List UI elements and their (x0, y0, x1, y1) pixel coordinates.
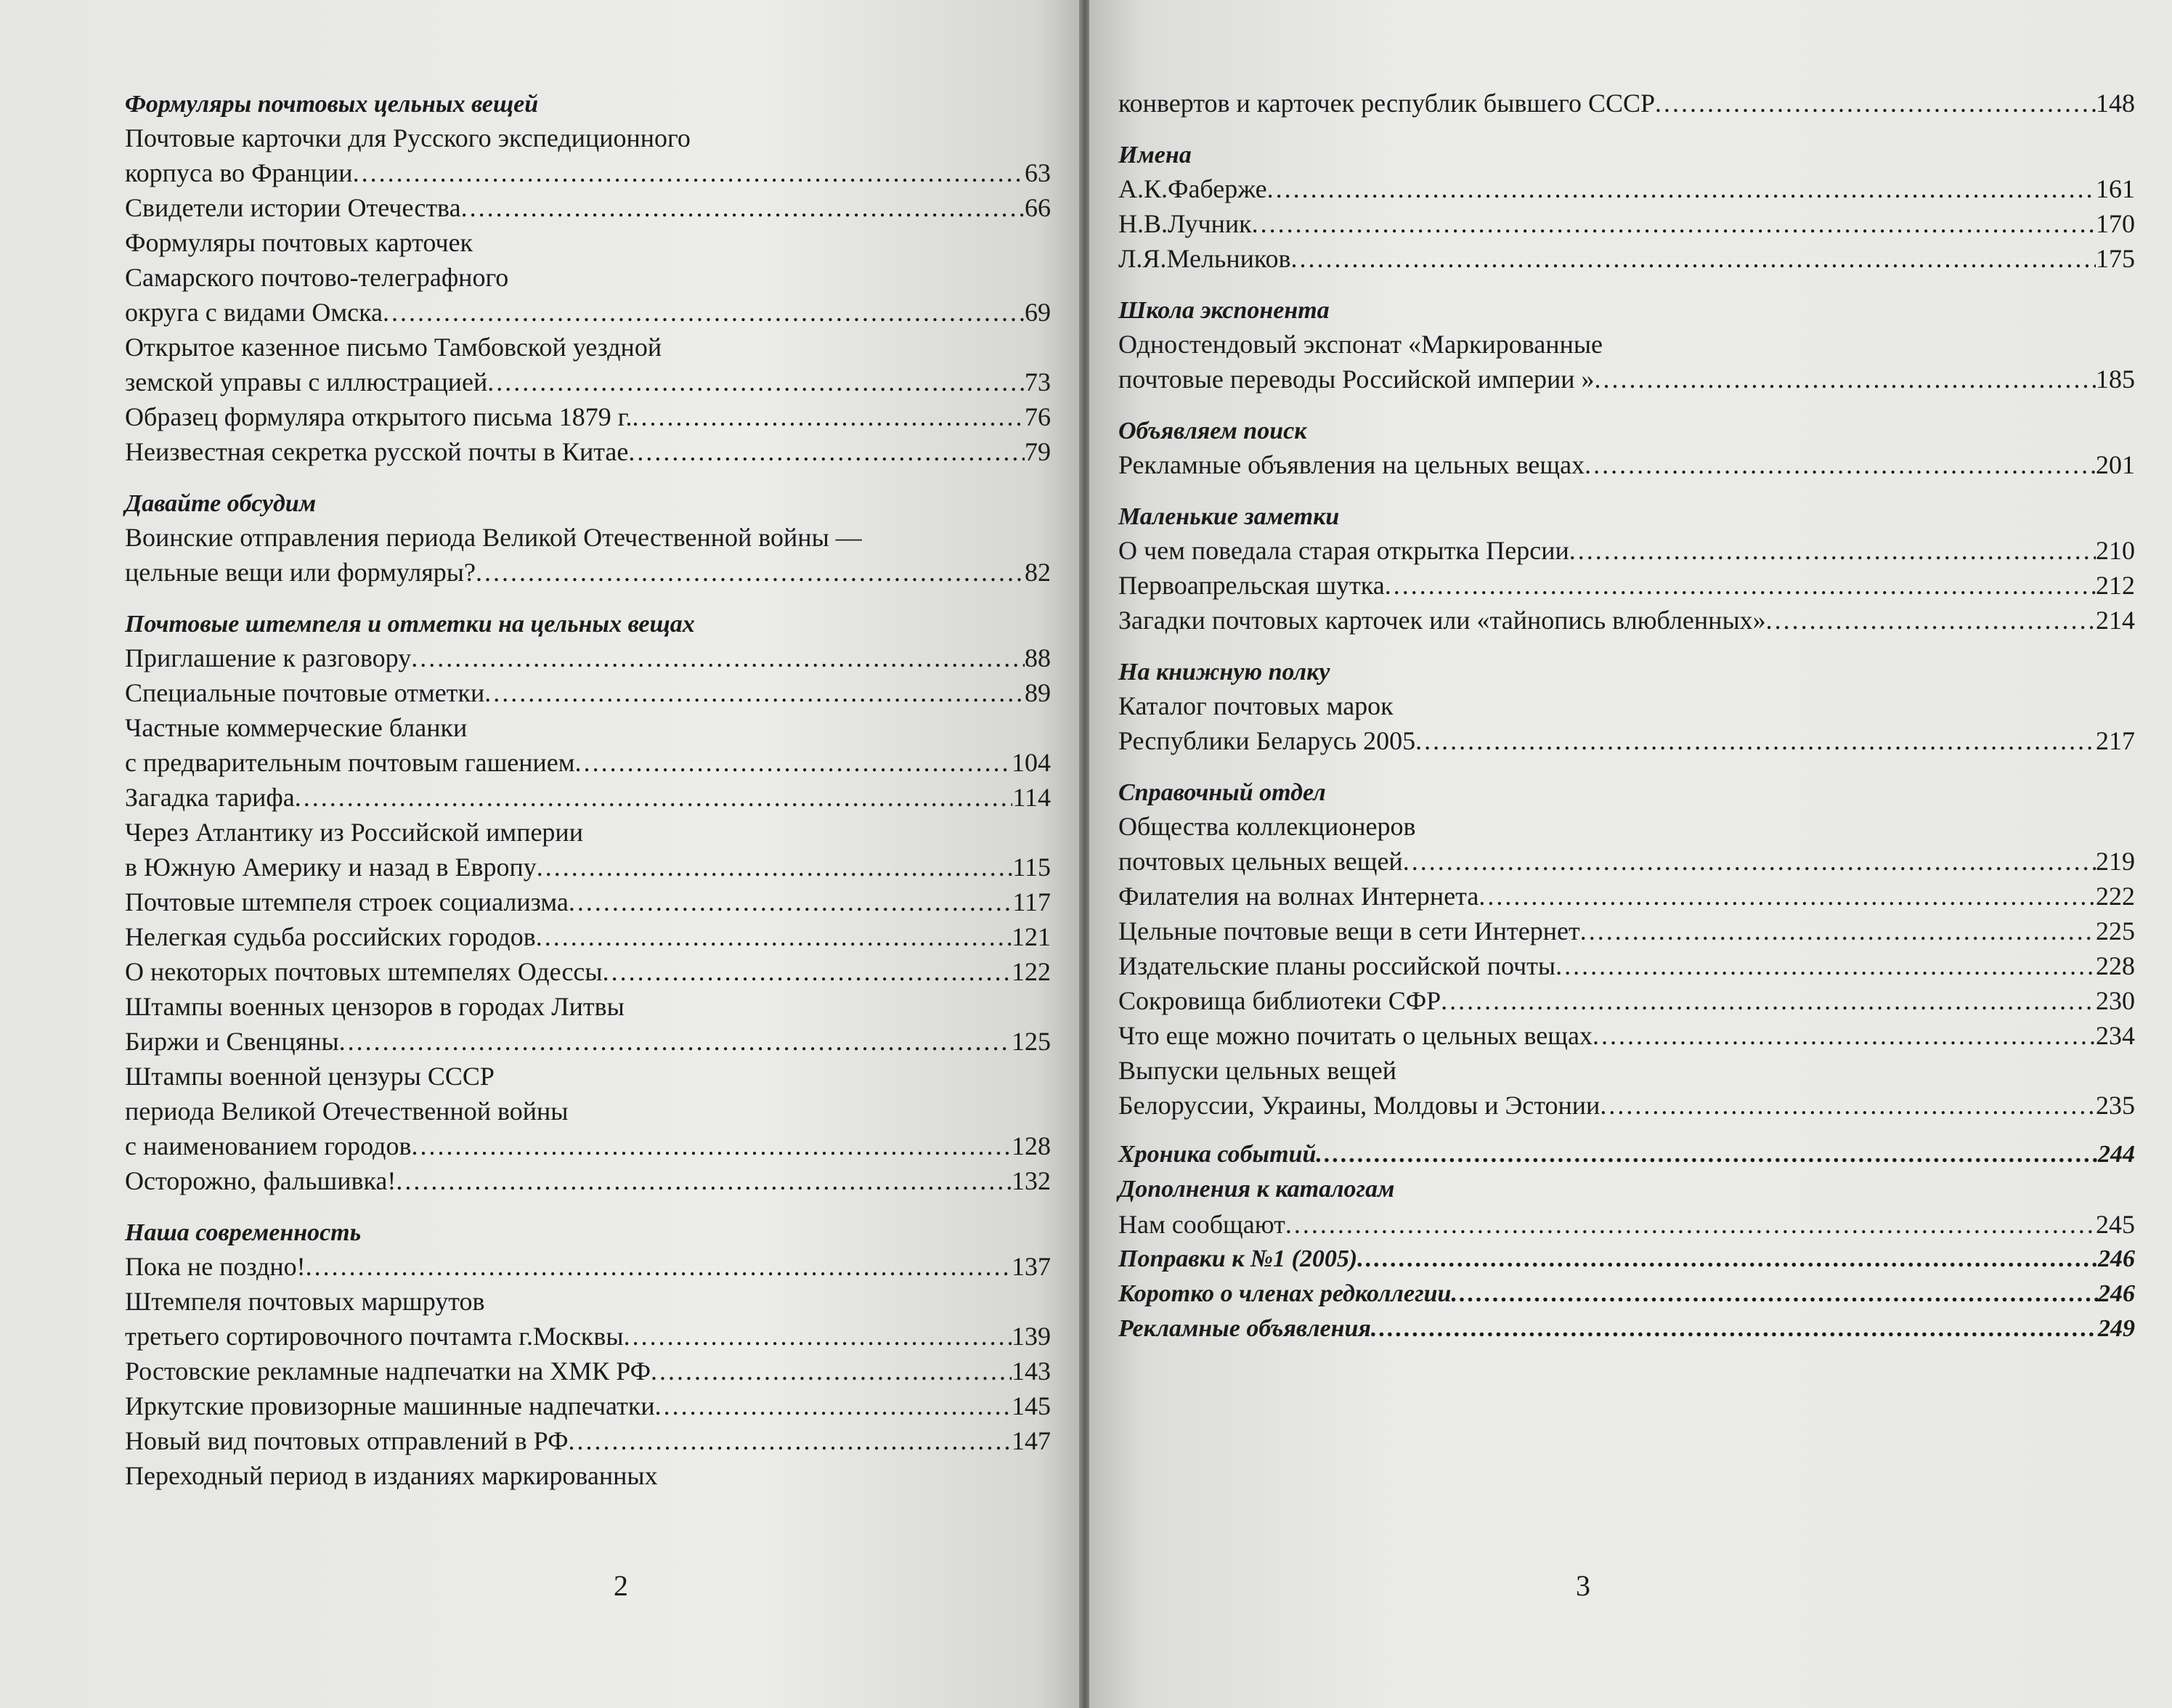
toc-entry-page: 245 (2096, 1210, 2135, 1239)
toc-entry-title: Почтовые штемпеля строек социализма (125, 887, 569, 916)
toc-entry-page: 63 (1025, 158, 1051, 187)
toc-entry (125, 399, 1051, 434)
toc-entry (125, 1284, 1051, 1319)
toc-entry-page: 89 (1025, 678, 1051, 707)
toc-entry-page: 139 (1012, 1322, 1051, 1351)
toc-entry-title: Биржи и Свенцяны (125, 1027, 339, 1056)
dot-leader (411, 1128, 1012, 1163)
toc-entry-page: 214 (2096, 606, 2135, 635)
toc-entry (125, 884, 1051, 919)
toc-entry (125, 675, 1051, 710)
toc-entry (1118, 1018, 2135, 1053)
section-heading: Почтовые штемпеля и отметки на цельных вещах (125, 611, 695, 638)
section-heading: Справочный отдел (1118, 779, 1326, 806)
toc-entry-title: Хроника событий (1118, 1141, 1317, 1168)
toc-entry-title: Л.Я.Мельников (1118, 244, 1291, 273)
dot-leader (537, 850, 1013, 884)
toc-entry (1118, 241, 2135, 276)
toc-entry-title: Переходный период в изданиях маркированных (125, 1461, 658, 1490)
dot-leader (569, 1423, 1012, 1458)
toc-entry-title: Белоруссии, Украины, Молдовы и Эстонии (1118, 1091, 1600, 1120)
toc-entry-title: Одностендовый экспонат «Маркированные (1118, 330, 1603, 359)
toc-entry (125, 155, 1051, 190)
dot-leader (1252, 206, 2096, 241)
toc-entry-page: 114 (1012, 783, 1051, 812)
dot-leader (383, 295, 1025, 330)
toc-entry-title: Цельные почтовые вещи в сети Интернет (1118, 916, 1580, 946)
dot-leader (1291, 241, 2096, 276)
dot-leader (1580, 914, 2096, 948)
page-number: 3 (1576, 1569, 1590, 1602)
toc-entry-title: Рекламные объявления на цельных вещах (1118, 450, 1585, 479)
dot-leader (1766, 603, 2096, 638)
toc-entry (125, 1094, 1051, 1128)
toc-entry-page: 143 (1012, 1357, 1051, 1386)
toc-entry-title: Первоапрельская шутка (1118, 571, 1385, 600)
toc-entry-title: Общества коллекционеров (1118, 812, 1416, 841)
toc-entry-title: Неизвестная секретка русской почты в Китае (125, 437, 629, 466)
toc-entry-title: Формуляры почтовых карточек (125, 228, 473, 257)
toc-entry-title: корпуса во Франции (125, 158, 353, 187)
toc-entry (1118, 914, 2135, 948)
dot-leader (536, 919, 1012, 954)
toc-entry (125, 1423, 1051, 1458)
toc-entry-page: 104 (1012, 748, 1051, 777)
toc-entry-page: 132 (1012, 1166, 1051, 1195)
dot-leader (1593, 1018, 2096, 1053)
dot-leader (1371, 1312, 2098, 1346)
tail-entries (1118, 1137, 2135, 1346)
dot-leader (1415, 723, 2096, 758)
toc-entry (1118, 1242, 2135, 1277)
toc-entry-title: Поправки к №1 (2005) (1118, 1245, 1358, 1272)
dot-leader (1285, 1207, 2096, 1242)
toc-entry (1118, 948, 2135, 983)
toc-entry-title: земской управы с иллюстрацией (125, 367, 488, 396)
section-heading: На книжную полку (1118, 659, 1330, 686)
toc-entry-title: Свидетели истории Отечества (125, 193, 461, 222)
toc-entry-title: округа с видами Омска (125, 298, 383, 327)
dot-leader (1655, 86, 2096, 121)
toc-entry-title: Через Атлантику из Российской империи (125, 818, 583, 847)
toc-entry-page: 246 (2098, 1245, 2135, 1272)
toc-entry (1118, 533, 2135, 568)
toc-entry (125, 1024, 1051, 1059)
dot-leader (624, 1319, 1012, 1354)
toc-entry (125, 365, 1051, 399)
toc-entry-title: Сокровища библиотеки СФР (1118, 986, 1441, 1015)
toc-entry-title: Осторожно, фальшивка! (125, 1166, 396, 1195)
toc-entry-title: Выпуски цельных вещей (1118, 1056, 1397, 1085)
dot-leader (396, 1163, 1012, 1198)
toc-entry-page: 175 (2096, 244, 2135, 273)
toc-entry-title: Частные коммерческие бланки (125, 713, 468, 742)
toc-entry (125, 1319, 1051, 1354)
toc-entry-title: конвертов и карточек республик бывшего СССР (1118, 89, 1656, 118)
toc-entry (1118, 1088, 2135, 1123)
toc-entry-page: 244 (2098, 1141, 2135, 1168)
toc-entry-page: 249 (2098, 1315, 2135, 1342)
toc-entry-page: 210 (2096, 536, 2135, 565)
toc-entry-title: в Южную Америку и назад в Европу (125, 853, 537, 882)
toc-entry-page: 212 (2096, 571, 2135, 600)
dot-leader (1585, 447, 2096, 482)
dot-leader (339, 1024, 1012, 1059)
dot-leader (1478, 879, 2096, 914)
toc-entry (125, 190, 1051, 225)
toc-entry-title: Образец формуляра открытого письма 1879 г. (125, 402, 633, 431)
toc-entry-page: 235 (2096, 1091, 2135, 1120)
toc-entry-page: 246 (2098, 1280, 2135, 1307)
toc-entry-title: Штампы военных цензоров в городах Литвы (125, 992, 625, 1021)
toc-entry-title: Самарского почтово-телеграфного (125, 263, 509, 292)
section-heading: Маленькие заметки (1118, 503, 1340, 530)
toc-entry (1118, 206, 2135, 241)
toc-entry-page: 137 (1012, 1252, 1051, 1281)
toc-entry-title: Дополнения к каталогам (1118, 1176, 1395, 1203)
toc-entry (125, 989, 1051, 1024)
toc-entry-page: 82 (1025, 558, 1051, 587)
toc-entry-page: 148 (2096, 89, 2135, 118)
dot-leader (1403, 844, 2096, 879)
toc-entry-page: 88 (1025, 643, 1051, 672)
toc-entry (125, 919, 1051, 954)
toc-entry (125, 1354, 1051, 1388)
toc-entry-page: 147 (1012, 1426, 1051, 1455)
dot-leader (1569, 533, 2096, 568)
toc-entry-title: Почтовые карточки для Русского экспедиционного (125, 123, 691, 152)
toc-entry-page: 217 (2096, 726, 2135, 755)
dot-leader (655, 1388, 1012, 1423)
toc-entry-title: Новый вид почтовых отправлений в РФ (125, 1426, 569, 1455)
dot-leader (411, 640, 1025, 675)
toc-entry (125, 850, 1051, 884)
toc-entry-title: А.К.Фаберже (1118, 174, 1267, 203)
dot-leader (484, 675, 1025, 710)
dot-leader (575, 745, 1012, 780)
toc-entry-title: О чем поведала старая открытка Персии (1118, 536, 1569, 565)
toc-entry (1118, 362, 2135, 396)
toc-entry (125, 1163, 1051, 1198)
toc-entry-title: Н.В.Лучник (1118, 209, 1252, 238)
toc-entry-page: 115 (1012, 853, 1051, 882)
dot-leader (651, 1354, 1012, 1388)
toc-entry-title: Штемпеля почтовых маршрутов (125, 1287, 485, 1316)
toc-entry-title: Каталог почтовых марок (1118, 691, 1394, 720)
toc-entry (125, 640, 1051, 675)
toc-entry-title: Пока не поздно! (125, 1252, 306, 1281)
toc-entry-page: 225 (2096, 916, 2135, 946)
page-number: 2 (614, 1569, 628, 1602)
right-page (1089, 0, 2172, 1708)
toc-entry-page: 161 (2096, 174, 2135, 203)
toc-entry (1118, 1207, 2135, 1242)
toc-entry (125, 260, 1051, 295)
toc-entry (1118, 327, 2135, 362)
toc-entry-title: с предварительным почтовым гашением (125, 748, 575, 777)
toc-entry (1118, 1137, 2135, 1172)
toc-entry (1118, 603, 2135, 638)
dot-leader (1451, 1277, 2098, 1312)
toc-entry-page: 76 (1025, 402, 1051, 431)
toc-entry-page: 122 (1012, 957, 1051, 986)
toc-entry-page: 234 (2096, 1021, 2135, 1050)
right-table-of-contents (1118, 86, 2135, 1346)
toc-entry-title: периода Великой Отечественной войны (125, 1097, 569, 1126)
toc-entry (125, 1249, 1051, 1284)
toc-entry (125, 121, 1051, 155)
toc-entry-title: Иркутские провизорные машинные надпечатки (125, 1391, 655, 1420)
toc-entry-title: с наименованием городов (125, 1131, 412, 1160)
toc-entry-title: Нелегкая судьба российских городов (125, 922, 536, 951)
toc-entry-title: почтовые переводы Российской империи » (1118, 365, 1595, 394)
dot-leader (1441, 983, 2096, 1018)
toc-entry-page: 185 (2096, 365, 2135, 394)
section-heading: Наша современность (125, 1219, 362, 1246)
toc-entry-title: цельные вещи или формуляры? (125, 558, 476, 587)
toc-entry-page: 79 (1025, 437, 1051, 466)
dot-leader (295, 780, 1013, 815)
section-heading: Формуляры почтовых цельных вещей (125, 91, 539, 118)
toc-entry-page: 66 (1025, 193, 1051, 222)
toc-entry (125, 1128, 1051, 1163)
toc-entry (1118, 983, 2135, 1018)
dot-leader (1595, 362, 2096, 396)
toc-entry-title: Республики Беларусь 2005 (1118, 726, 1416, 755)
dot-leader (1267, 171, 2096, 206)
toc-entry-page: 121 (1012, 922, 1051, 951)
toc-entry (125, 780, 1051, 815)
toc-entry (125, 330, 1051, 365)
dot-leader (603, 954, 1012, 989)
toc-entry-title: Рекламные объявления (1118, 1315, 1371, 1342)
dot-leader (628, 434, 1025, 469)
dot-leader (632, 399, 1025, 434)
toc-entry-title: О некоторых почтовых штемпелях Одессы (125, 957, 603, 986)
toc-entry-page: 219 (2096, 847, 2135, 876)
toc-entry-title: Приглашение к разговору (125, 643, 412, 672)
toc-entry-page: 145 (1012, 1391, 1051, 1420)
toc-entry (1118, 844, 2135, 879)
toc-entry (125, 710, 1051, 745)
toc-entry (125, 520, 1051, 555)
toc-entry (125, 434, 1051, 469)
dot-leader (1600, 1088, 2096, 1123)
toc-entry (1118, 723, 2135, 758)
toc-entry-page: 228 (2096, 951, 2135, 980)
toc-entry (1118, 1312, 2135, 1346)
toc-entry-page: 230 (2096, 986, 2135, 1015)
toc-entry (1118, 879, 2135, 914)
toc-entry-page: 222 (2096, 882, 2135, 911)
toc-entry (1118, 568, 2135, 603)
toc-entry-title: Филателия на волнах Интернета (1118, 882, 1479, 911)
toc-entry (1118, 1277, 2135, 1312)
dot-leader (476, 555, 1025, 590)
toc-entry (1118, 1172, 2135, 1207)
toc-entry-title: Открытое казенное письмо Тамбовской уездной (125, 333, 662, 362)
left-page (0, 0, 1081, 1708)
dot-leader (461, 190, 1025, 225)
toc-entry-title: Специальные почтовые отметки (125, 678, 485, 707)
toc-entry-page: 117 (1012, 887, 1051, 916)
toc-entry (125, 815, 1051, 850)
toc-entry (125, 1388, 1051, 1423)
left-table-of-contents (125, 89, 1051, 1493)
toc-entry-title: третьего сортировочного почтамта г.Москвы (125, 1322, 624, 1351)
toc-entry (125, 1458, 1051, 1493)
dot-leader (569, 884, 1012, 919)
toc-entry-title: Что еще можно почитать о цельных вещах (1118, 1021, 1593, 1050)
toc-entry (1118, 1053, 2135, 1088)
toc-entry-page: 128 (1012, 1131, 1051, 1160)
toc-entry-title: Ростовские рекламные надпечатки на ХМК РФ (125, 1357, 651, 1386)
dot-leader (306, 1249, 1012, 1284)
toc-entry (125, 1059, 1051, 1094)
dot-leader (1555, 948, 2096, 983)
toc-entry (125, 954, 1051, 989)
toc-entry (1118, 171, 2135, 206)
section-heading: Объявляем поиск (1118, 418, 1307, 444)
dot-leader (1316, 1137, 2098, 1172)
toc-entry-title: Загадки почтовых карточек или «тайнопись влюбленных» (1118, 606, 1766, 635)
toc-entry-title: Штампы военной цензуры СССР (125, 1062, 495, 1091)
dot-leader (1357, 1242, 2098, 1277)
toc-entry (125, 295, 1051, 330)
toc-entry (1118, 688, 2135, 723)
toc-entry-page: 73 (1025, 367, 1051, 396)
section-heading: Имена (1118, 142, 1192, 168)
section-heading: Давайте обсудим (125, 490, 317, 517)
dot-leader (487, 365, 1025, 399)
toc-entry-title: Издательские планы российской почты (1118, 951, 1556, 980)
toc-entry-title: Загадка тарифа (125, 783, 295, 812)
toc-entry-title: Воинские отправления периода Великой Отечественной войны — (125, 523, 862, 552)
toc-entry-title: Нам сообщают (1118, 1210, 1285, 1239)
toc-entry-title: почтовых цельных вещей (1118, 847, 1403, 876)
dot-leader (1385, 568, 2096, 603)
section-heading: Школа экспонента (1118, 297, 1330, 324)
toc-entry-page: 201 (2096, 450, 2135, 479)
toc-entry-page: 69 (1025, 298, 1051, 327)
toc-entry-page: 125 (1012, 1027, 1051, 1056)
toc-entry-title: Коротко о членах редколлегии (1118, 1280, 1452, 1307)
toc-entry (1118, 447, 2135, 482)
toc-entry-page: 170 (2096, 209, 2135, 238)
toc-entry (125, 225, 1051, 260)
toc-entry (125, 555, 1051, 590)
toc-entry (125, 745, 1051, 780)
dot-leader (353, 155, 1025, 190)
toc-entry (1118, 86, 2135, 121)
toc-entry (1118, 809, 2135, 844)
